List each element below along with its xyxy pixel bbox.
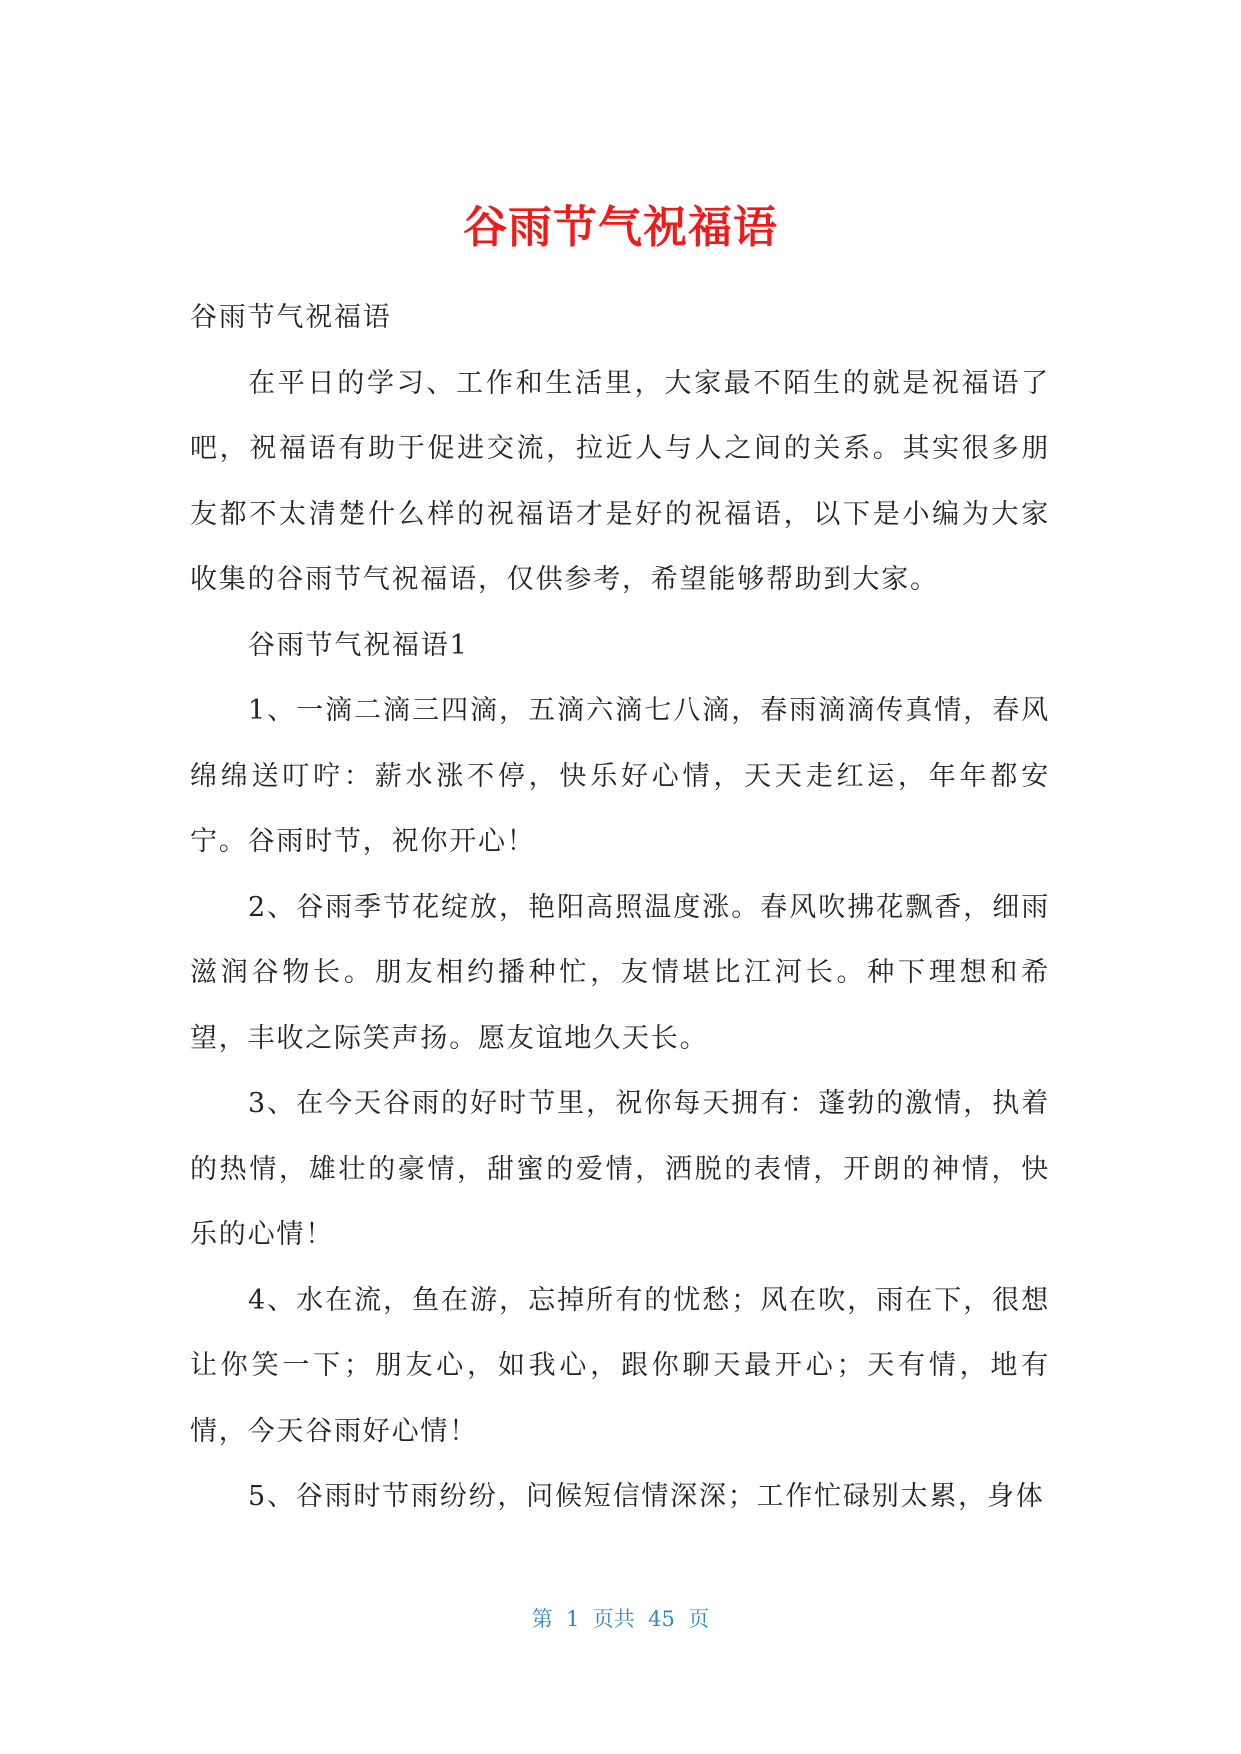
section-heading: 谷雨节气祝福语1 (248, 629, 469, 661)
blessing-item-4: 4、水在流，鱼在游，忘掉所有的忧愁；风在吹，雨在下，很想让你笑一下；朋友心，如我心，跟你聊天最开心；天有情，地有情，今天谷雨好心情！ (190, 1284, 1050, 1447)
subtitle: 谷雨节气祝福语 (190, 302, 392, 333)
blessing-item-3: 3、在今天谷雨的好时节里，祝你每天拥有：蓬勃的激情，执着的热情，雄壮的豪情，甜蜜的爱情，洒脱的表情，开朗的神情，快乐的心情！ (190, 1088, 1050, 1250)
blessing-item-1: 1、一滴二滴三四滴，五滴六滴七八滴，春雨滴滴传真情，春风绵绵送叮咛：薪水涨不停，快乐好心情，天天走红运，年年都安宁。谷雨时节，祝你开心！ (190, 695, 1050, 857)
blessing-item-5: 5、谷雨时节雨纷纷，问候短信情深深；工作忙碌别太累，身体 (248, 1481, 1045, 1512)
page-number-footer: 第 1 页共 45 页 (531, 1607, 710, 1631)
intro-paragraph: 在平日的学习、工作和生活里，大家最不陌生的就是祝福语了吧，祝福语有助于促进交流，拉近人与人之间的关系。其实很多朋友都不太清楚什么样的祝福语才是好的祝福语，以下是小编为大家收集的谷雨节气祝福语，仅供参考，希望能够帮助到大家。 (190, 367, 1050, 595)
blessing-item-2: 2、谷雨季节花绽放，艳阳高照温度涨。春风吹拂花飘香，细雨滋润谷物长。朋友相约播种忙，友情堪比江河长。种下理想和希望，丰收之际笑声扬。愿友谊地久天长。 (190, 891, 1050, 1054)
document-title: 谷雨节气祝福语 (463, 202, 778, 253)
document-body (190, 285, 1050, 1530)
